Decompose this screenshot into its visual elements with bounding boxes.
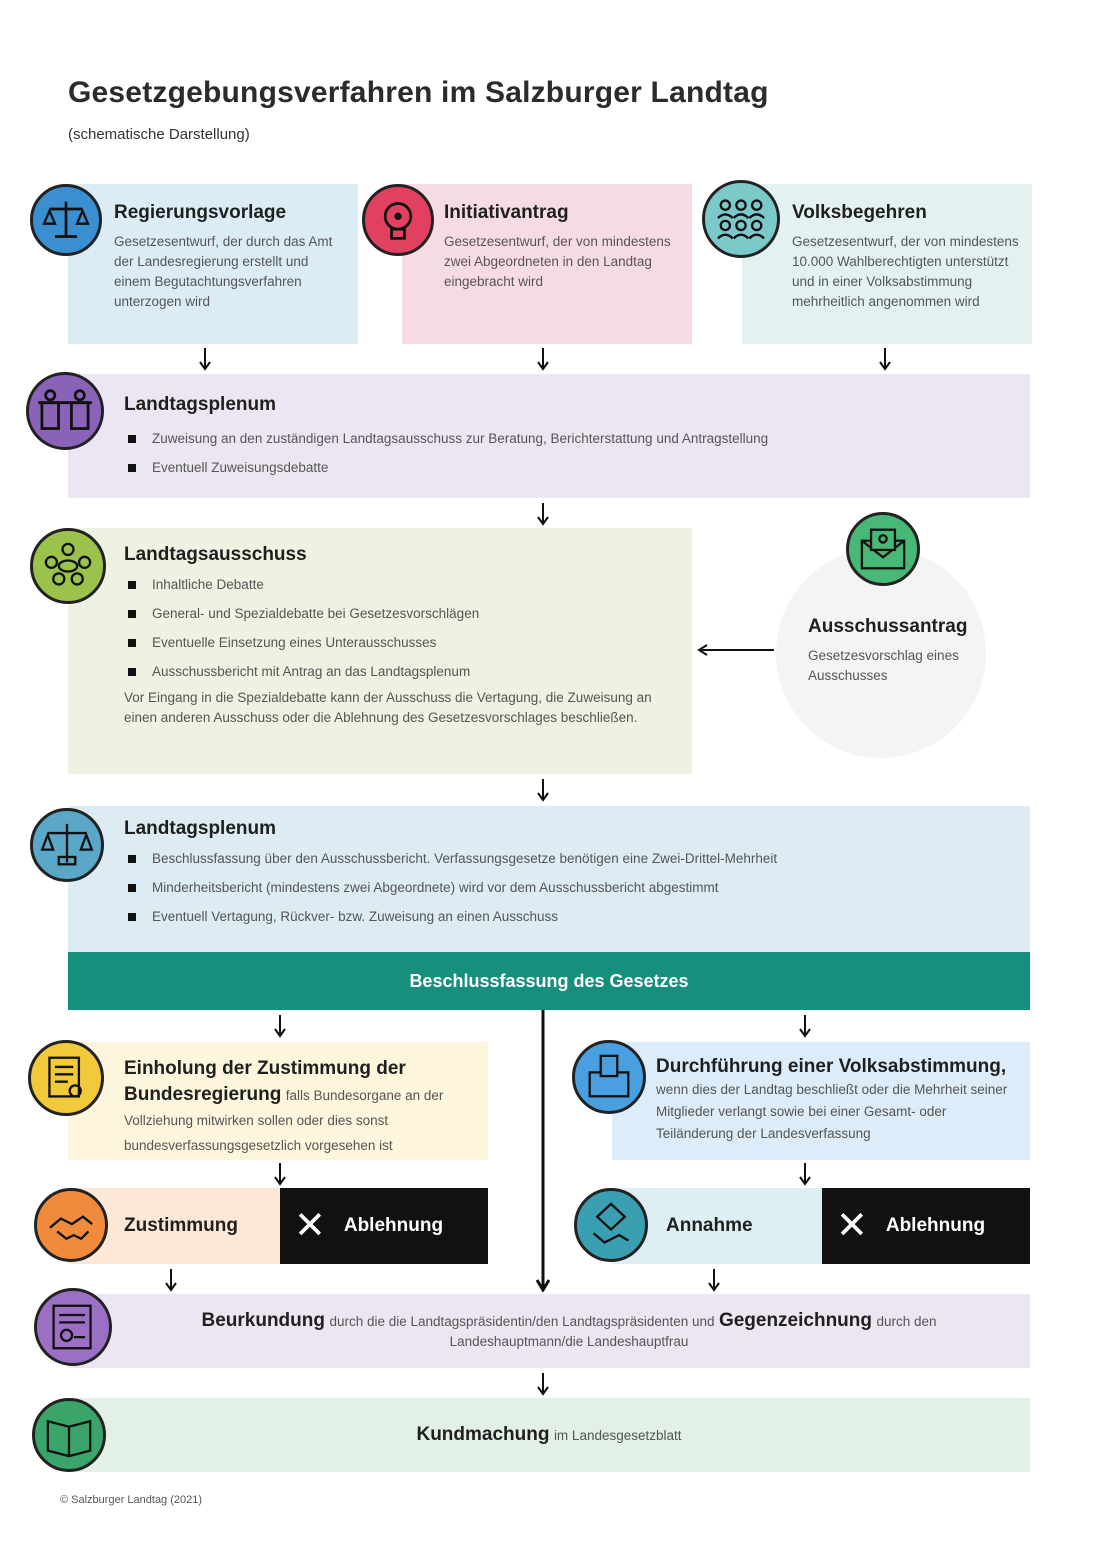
regierungsvorlage-description: Gesetzesentwurf, der durch das Amt der Landesregierung erstellt und einem Begutachtungsverfahren unterzogen wird <box>114 234 333 309</box>
document-icon <box>28 1040 104 1116</box>
landtagsplenum-1-title: Landtagsplenum <box>124 394 277 415</box>
list-item: Zuweisung an den zuständigen Landtagsausschuss zur Beratung, Berichterstattung und Antragstellung <box>124 424 1010 453</box>
zustimmung-label: Zustimmung <box>124 1215 238 1236</box>
regierungsvorlage-title: Regierungsvorlage <box>114 202 287 223</box>
x-icon: ✕ <box>836 1205 868 1247</box>
landtagsausschuss-box <box>68 528 692 774</box>
initiativantrag-box <box>402 184 692 344</box>
ablehnung-right-label: Ablehnung <box>885 1215 986 1236</box>
arrow-left-icon <box>696 642 776 658</box>
podium-icon <box>26 372 104 450</box>
beurkundung-title: Beurkundung <box>201 1309 325 1331</box>
list-item: General- und Spezialdebatte bei Gesetzesvorschlägen <box>124 599 672 628</box>
volksabstimmung-title: Durchführung einer Volksabstimmung, <box>656 1056 1007 1077</box>
book-icon <box>32 1398 106 1472</box>
gegenzeichnung-text: durch den Landeshauptmann/die Landeshauptfrau <box>449 1313 937 1349</box>
initiativantrag-description: Gesetzesentwurf, der von mindestens zwei Abgeordneten in den Landtag eingebracht wird <box>444 234 671 289</box>
bundesregierung-box <box>68 1042 488 1160</box>
bundesregierung-title: Einholung der Zustimmung der Bundesregierung <box>124 1058 406 1105</box>
arrow-down-icon <box>535 502 551 526</box>
initiativantrag-title: Initiativantrag <box>444 202 569 223</box>
arrow-down-icon <box>797 1162 813 1186</box>
arrow-down-icon <box>272 1014 288 1038</box>
page-subtitle: (schematische Darstellung) <box>68 126 250 143</box>
scales-icon <box>30 184 102 256</box>
central-arrow-icon <box>533 1010 553 1292</box>
arrow-down-icon <box>197 347 213 371</box>
certificate-icon <box>34 1288 112 1366</box>
ablehnung-left-box <box>280 1188 488 1264</box>
arrow-down-icon <box>535 1372 551 1396</box>
ablehnung-right-box <box>822 1188 1030 1264</box>
landtagsplenum-2-box <box>68 806 1030 952</box>
arrow-down-icon <box>535 778 551 802</box>
gegenzeichnung-title: Gegenzeichnung <box>718 1309 873 1331</box>
envelope-icon <box>846 512 920 586</box>
arrow-down-icon <box>272 1162 288 1186</box>
page-title: Gesetzgebungsverfahren im Salzburger Landtag <box>68 76 769 109</box>
landtagsausschuss-note: Vor Eingang in die Spezialdebatte kann der Ausschuss die Vertagung, die Zuweisung an einen anderen Ausschuss oder die Ablehnung des Gesetzesvorschlages beschließen. <box>124 690 652 725</box>
arrow-down-icon <box>877 347 893 371</box>
landtagsplenum-1-box <box>68 374 1030 498</box>
list-item: Eventuelle Einsetzung eines Unterausschusses <box>124 628 672 657</box>
bundesregierung-description: falls Bundesorgane an der Vollziehung mitwirken sollen oder dies sonst bundesverfassungsgesetzlich vorgesehen ist <box>124 1088 444 1153</box>
list-item: Inhaltliche Debatte <box>124 570 672 599</box>
lightbulb-icon <box>362 184 434 256</box>
handshake-icon <box>34 1188 108 1262</box>
volksabstimmung-box <box>612 1042 1030 1160</box>
list-item: Eventuell Vertagung, Rückver- bzw. Zuweisung an einen Ausschuss <box>124 902 1010 931</box>
beschlussfassung-label: Beschlussfassung des Gesetzes <box>409 970 689 991</box>
beurkundung-text: durch die die Landtagspräsidentin/den Landtagspräsidenten und <box>329 1313 715 1329</box>
list-item: Beschlussfassung über den Ausschussbericht. Verfassungsgesetze benötigen eine Zwei-Drittel-Mehrheit <box>124 844 1010 873</box>
landtagsplenum-2-title: Landtagsplenum <box>124 818 277 839</box>
arrow-down-icon <box>535 347 551 371</box>
crowd-icon <box>702 180 780 258</box>
beschlussfassung-bar <box>68 952 1030 1010</box>
arrow-down-icon <box>706 1268 722 1292</box>
beurkundung-box <box>68 1294 1030 1368</box>
arrow-down-icon <box>797 1014 813 1038</box>
ausschussantrag-text <box>808 616 988 686</box>
list-item: Minderheitsbericht (mindestens zwei Abgeordnete) wird vor dem Ausschussbericht abgestimmt <box>124 873 1010 902</box>
volksbegehren-box <box>742 184 1032 344</box>
ablehnung-left-label: Ablehnung <box>343 1215 444 1236</box>
regierungsvorlage-box <box>68 184 358 344</box>
arrow-down-icon <box>163 1268 179 1292</box>
kundmachung-title: Kundmachung <box>416 1424 550 1445</box>
kundmachung-box <box>68 1398 1030 1472</box>
x-icon: ✕ <box>294 1205 326 1247</box>
ausschussantrag-description: Gesetzesvorschlag eines Ausschusses <box>808 648 959 683</box>
ballot-box-icon <box>572 1040 646 1114</box>
landtagsausschuss-title: Landtagsausschuss <box>124 544 307 565</box>
volksabstimmung-description: wenn dies der Landtag beschließt oder die Mehrheit seiner Mitglieder verlangt sowie bei einer Gesamt- oder Teiländerung der Landesverfassung <box>656 1082 1008 1141</box>
annahme-label: Annahme <box>666 1215 753 1236</box>
volksbegehren-description: Gesetzesentwurf, der von mindestens 10.000 Wahlberechtigten unterstützt und in einer Volksabstimmung mehrheitlich angenommen wird <box>792 234 1019 309</box>
voting-scales-icon <box>30 808 104 882</box>
committee-icon <box>30 528 106 604</box>
ballot-hand-icon <box>574 1188 648 1262</box>
volksbegehren-title: Volksbegehren <box>792 202 927 223</box>
list-item: Eventuell Zuweisungsdebatte <box>124 453 1010 482</box>
footer-copyright: © Salzburger Landtag (2021) <box>60 1494 203 1506</box>
list-item: Ausschussbericht mit Antrag an das Landtagsplenum <box>124 657 672 686</box>
kundmachung-text: im Landesgesetzblatt <box>553 1428 682 1443</box>
ausschussantrag-title: Ausschussantrag <box>808 616 968 637</box>
